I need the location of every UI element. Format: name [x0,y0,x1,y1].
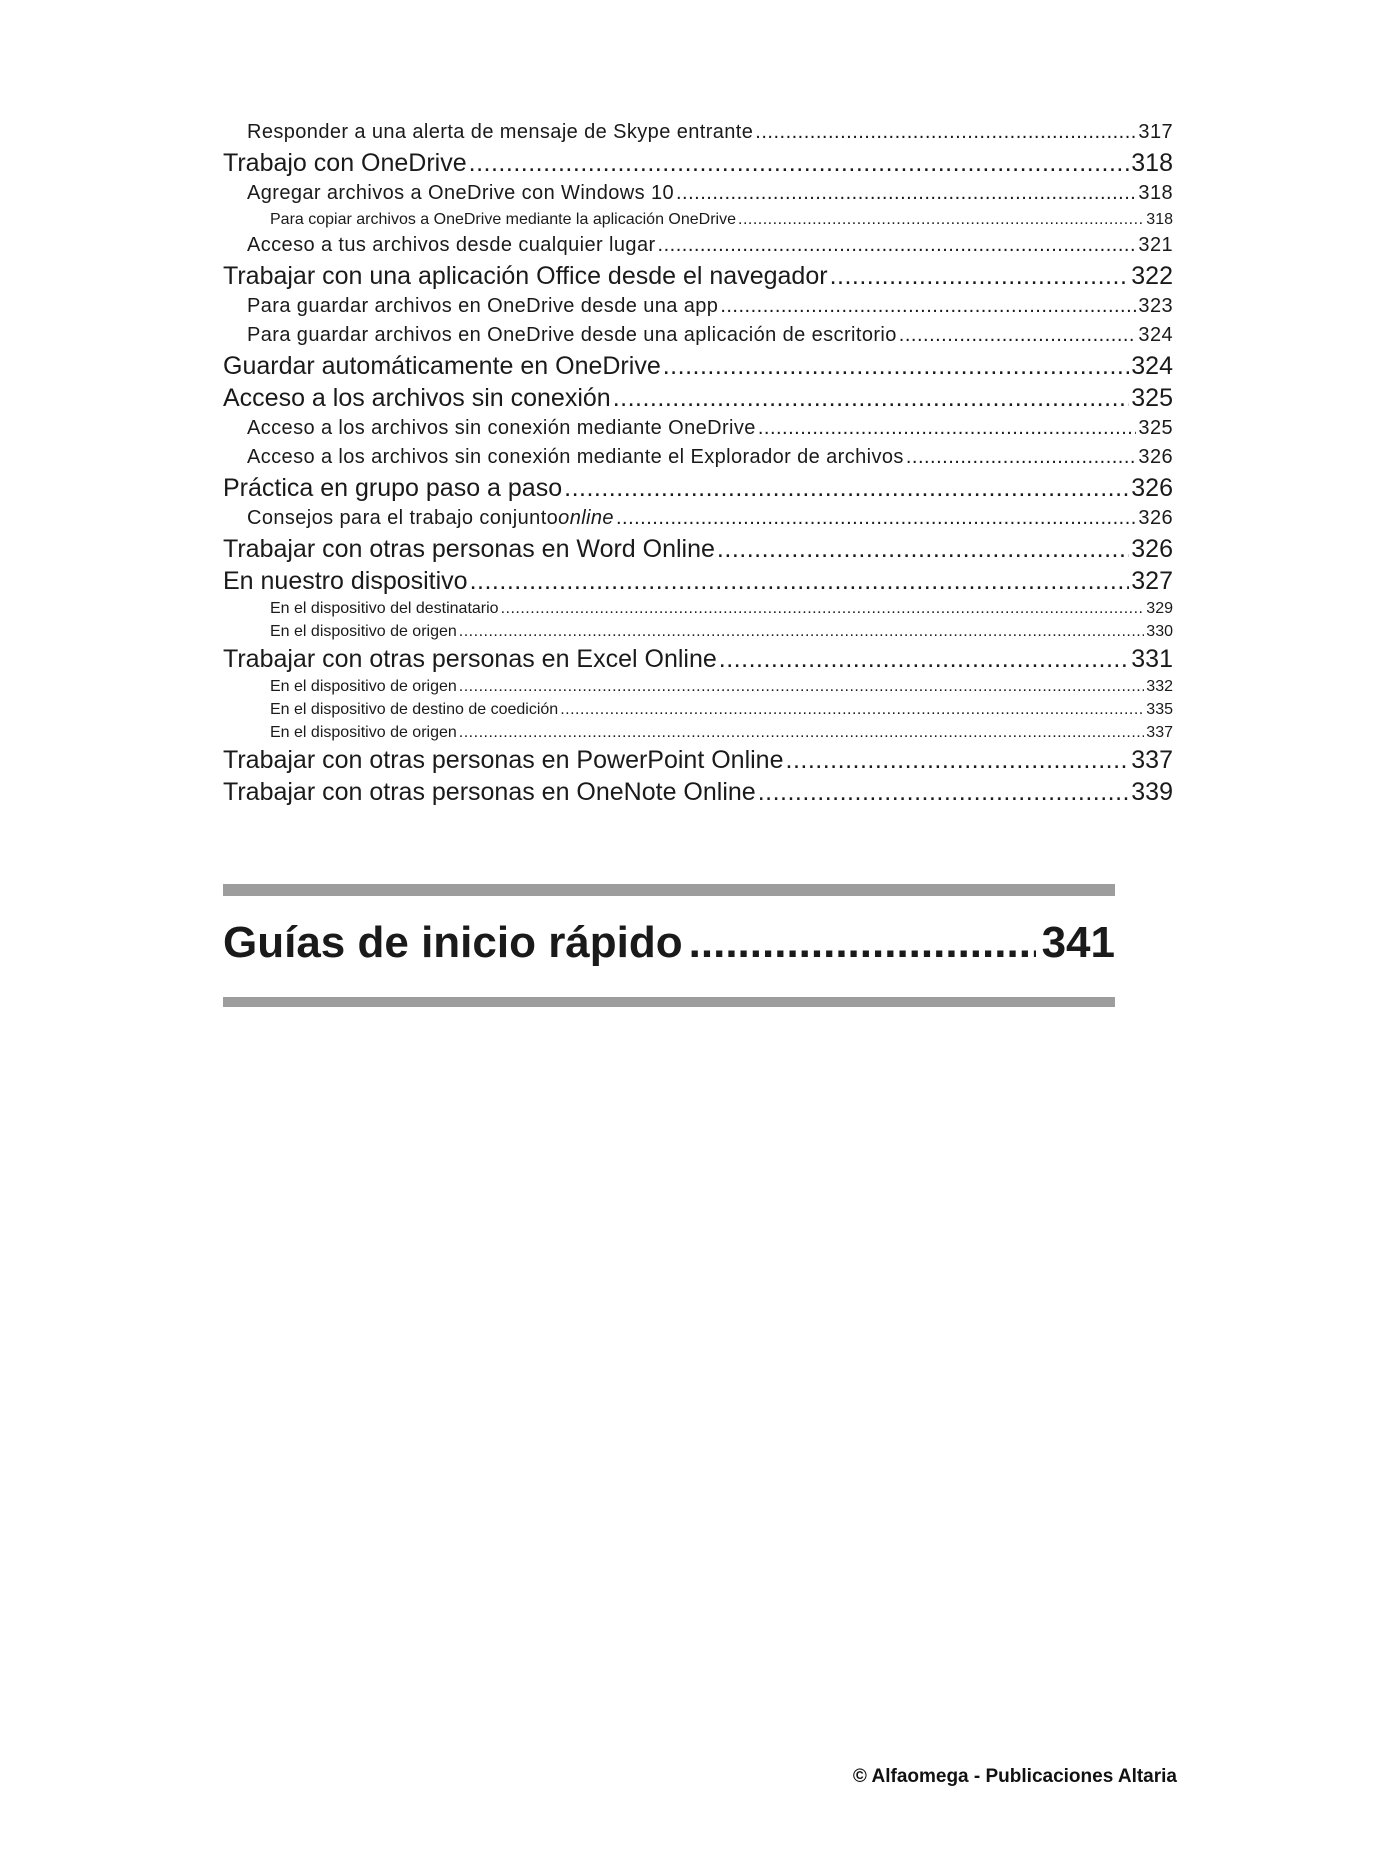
toc-leader-dots [658,231,1137,260]
toc-entry-title: Acceso a los archivos sin conexión mediante OneDrive [247,417,756,439]
toc-page-number: 331 [1131,645,1173,673]
toc-entry [223,620,1173,643]
toc-entry-title: Trabajar con otras personas en Word Online [223,535,715,563]
toc-entry [223,721,1173,744]
toc-entry-title: Trabajar con otras personas en OneNote Online [223,778,756,806]
toc-entry [223,208,1173,231]
toc-leader-dots [906,443,1137,472]
toc-entry [223,565,1173,597]
chapter-title: Guías de inicio rápido [223,918,683,967]
toc-leader-dots [459,721,1145,744]
toc-entry-title: Para guardar archivos en OneDrive desde una app [247,295,719,317]
chapter-bottom-rule [223,997,1115,1007]
toc-page-number: 325 [1138,417,1173,439]
toc-leader-dots [613,382,1130,414]
toc-leader-dots [720,292,1136,321]
toc-page-number: 318 [1131,149,1173,177]
toc-leader-dots [459,675,1145,698]
toc-entry [223,776,1173,808]
toc-entry [223,414,1173,443]
toc-leader-dots [564,472,1129,504]
toc-entry-title: Guardar automáticamente en OneDrive [223,352,661,380]
toc-page-number: 324 [1131,352,1173,380]
toc-entry-title: En el dispositivo de origen [270,678,457,695]
toc-entry-title: Acceso a los archivos sin conexión mediante el Explorador de archivos [247,446,904,468]
toc-page-number: 326 [1138,446,1173,468]
toc-page-number: 330 [1146,623,1173,640]
toc-page-number: 337 [1131,746,1173,774]
toc-page-number: 317 [1138,121,1173,143]
toc-entry-title: En nuestro dispositivo [223,567,468,595]
toc-page-number: 326 [1131,535,1173,563]
toc-entry-title: Consejos para el trabajo conjunto [247,507,559,529]
toc-entry-title: Trabajar con otras personas en PowerPoint Online [223,746,784,774]
toc-entry-title: En el dispositivo de destino de coedición [270,701,559,718]
chapter-leader-dots [689,915,1036,971]
toc-entry-title: Trabajo con OneDrive [223,149,467,177]
toc-entry [223,118,1173,147]
toc-entry [223,350,1173,382]
toc-leader-dots [663,350,1130,382]
toc-page-number: 327 [1131,567,1173,595]
toc-entry [223,260,1173,292]
toc-page-number: 325 [1131,384,1173,412]
toc-page-number: 329 [1146,600,1173,617]
toc-leader-dots [738,208,1144,231]
toc-page-number: 323 [1138,295,1173,317]
toc-entry-title: Trabajar con otras personas en Excel Online [223,645,717,673]
toc-page-number: 322 [1131,262,1173,290]
toc-entry [223,443,1173,472]
toc-entry [223,231,1173,260]
toc-page-number: 318 [1146,211,1173,228]
toc-entry-title: Agregar archivos a OneDrive con Windows 10 [247,182,674,204]
toc-leader-dots [786,744,1130,776]
toc-leader-dots [758,414,1137,443]
chapter-top-rule [223,884,1115,896]
toc-entry-title: En el dispositivo de origen [270,623,457,640]
toc-entry-title: En el dispositivo del destinatario [270,600,499,617]
toc-leader-dots [676,179,1136,208]
toc-page-number: 339 [1131,778,1173,806]
toc-leader-dots [470,565,1130,597]
toc-entry [223,472,1173,504]
toc-entry-title: En el dispositivo de origen [270,724,457,741]
toc-page-number: 318 [1138,182,1173,204]
toc-leader-dots [501,597,1145,620]
toc-leader-dots [717,533,1129,565]
toc-entry-title: Para copiar archivos a OneDrive mediante la aplicación OneDrive [270,211,736,228]
toc-entry [223,744,1173,776]
toc-entry-title: Práctica en grupo paso a paso [223,474,563,502]
toc-entry [223,321,1173,350]
toc-entry-italic: online [558,507,614,529]
toc-entry-title: Acceso a tus archivos desde cualquier lugar [247,234,656,256]
toc-leader-dots [459,620,1145,643]
toc-entry-title: Responder a una alerta de mensaje de Skype entrante [247,121,754,143]
toc-page-number: 324 [1138,324,1173,346]
footer-copyright: © Alfaomega - Publicaciones Altaria [852,1766,1177,1787]
toc-leader-dots [899,321,1137,350]
toc-page-number: 335 [1146,701,1173,718]
toc-page-number: 321 [1138,234,1173,256]
toc-page-number: 332 [1146,678,1173,695]
toc-entry [223,292,1173,321]
toc-entry [223,698,1173,721]
toc-leader-dots [469,147,1130,179]
chapter-page: 341 [1041,918,1115,967]
toc-entry-title: Acceso a los archivos sin conexión [223,384,611,412]
toc-entry [223,382,1173,414]
toc-entry-title: Trabajar con una aplicación Office desde el navegador [223,262,828,290]
toc-page-number: 326 [1138,507,1173,529]
chapter-heading [223,915,1115,971]
toc-leader-dots [719,643,1130,675]
toc-leader-dots [830,260,1130,292]
toc-entry [223,597,1173,620]
table-of-contents [223,118,1173,808]
toc-page-number: 326 [1131,474,1173,502]
toc-entry-title: Para guardar archivos en OneDrive desde una aplicación de escritorio [247,324,897,346]
toc-entry [223,179,1173,208]
toc-entry [223,504,1173,533]
toc-leader-dots [755,118,1136,147]
toc-entry [223,533,1173,565]
toc-leader-dots [616,504,1136,533]
toc-entry [223,643,1173,675]
toc-page-number: 337 [1146,724,1173,741]
toc-entry [223,675,1173,698]
toc-entry [223,147,1173,179]
toc-leader-dots [758,776,1130,808]
toc-leader-dots [560,698,1144,721]
